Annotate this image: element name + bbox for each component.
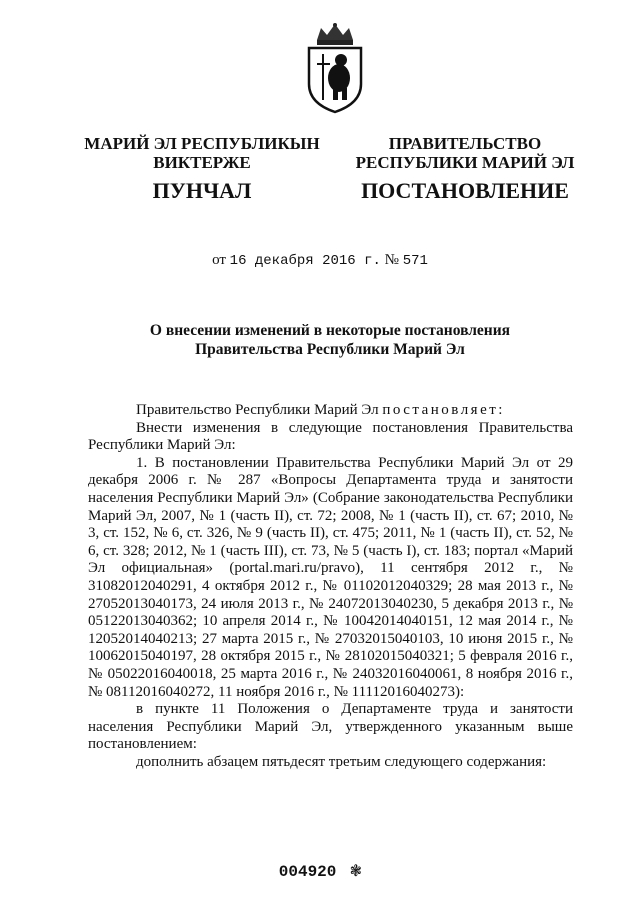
header-mari-title [77, 134, 327, 172]
body-paragraph: Внести изменения в следующие постановления Правительства Республики Марий Эл: [88, 419, 573, 454]
header-russian-line2: РЕСПУБЛИКИ МАРИЙ ЭЛ [355, 153, 575, 172]
document-number: 571 [402, 253, 428, 269]
header-mari-line2: ВИКТЕРЖЕ [153, 153, 251, 172]
header-russian-line1: ПРАВИТЕЛЬСТВО [388, 134, 542, 153]
document-body [88, 402, 573, 771]
header-mari-line1: МАРИЙ ЭЛ РЕСПУБЛИКЫН [84, 134, 320, 153]
document-title [60, 321, 600, 359]
body-paragraph: в пункте 11 Положения о Департаменте труда и занятости населения Республики Марий Эл, утвержденного указанным выше постановлением: [88, 701, 573, 753]
body-paragraph: дополнить абзацем пятьдесят третьим следующего содержания: [136, 753, 547, 770]
doc-kind-mari: ПУНЧАЛ [152, 178, 252, 203]
resolution-intro [88, 402, 573, 420]
document-date: 16 декабря 2016 г. [229, 253, 381, 269]
crown-icon [317, 23, 353, 45]
title-line1: О внесении изменений в некоторые постановления [149, 322, 511, 339]
title-line2: Правительства Республики Марий Эл [195, 341, 465, 358]
header-russian-title [340, 134, 590, 172]
body-paragraph: 1. В постановлении Правительства Республики Марий Эл от 29 декабря 2006 г. № 287 «Вопросы Департамента труда и занятости населения Республики Марий Эл» (Собрание законодательства Республики Марий Эл, 2007, № 1 (часть II), ст. 72; 2008, № 1 (часть II), ст. 67; 2010, № 3, ст. 152, № 6, ст. 326, № 9 (часть II), ст. 475; 2011, № 1 (часть II), ст. 52, № 6, ст. 328; 2012, № 1 (часть III), ст. 73, № 5 (часть I), ст. 183; портал «Марий Эл официальная» (portal.mari.ru/pravo), 11 сентября 2012 г., № 31082012040291, 4 октября 2012 г., № 01102012040329; 28 мая 2013 г., № 27052013040173, 24 июля 2013 г., № 24072013040230, 5 декабря 2013 г., № 05122013040362; 10 апреля 2014 г., № 10042014040151, 12 мая 2014 г., № 12052014040213; 27 марта 2015 г., № 27032015040103, 10 июня 2015 г., № 10062015040197, 28 октября 2015 г., № 28102015040321; 5 февраля 2016 г., № 05022016040018, 25 марта 2016 г., № 24032016040061, 8 ноября 2016 г., № 08112016040272, 11 ноября 2016 г., № 11112016040273): [88, 454, 573, 700]
serial-number: 004920 [278, 863, 337, 881]
doc-kind-russian: ПОСТАНОВЛЕНИЕ [361, 178, 569, 203]
resolution-subject: Правительство Республики Марий Эл [136, 402, 379, 418]
number-sign: № [384, 252, 399, 268]
form-serial-number [0, 860, 640, 882]
date-prefix: от [212, 252, 226, 268]
coat-of-arms-emblem [303, 22, 367, 114]
resolution-verb: постановляет: [382, 402, 505, 418]
date-number-line [0, 252, 640, 269]
ornament-icon: ❃ [350, 862, 362, 882]
